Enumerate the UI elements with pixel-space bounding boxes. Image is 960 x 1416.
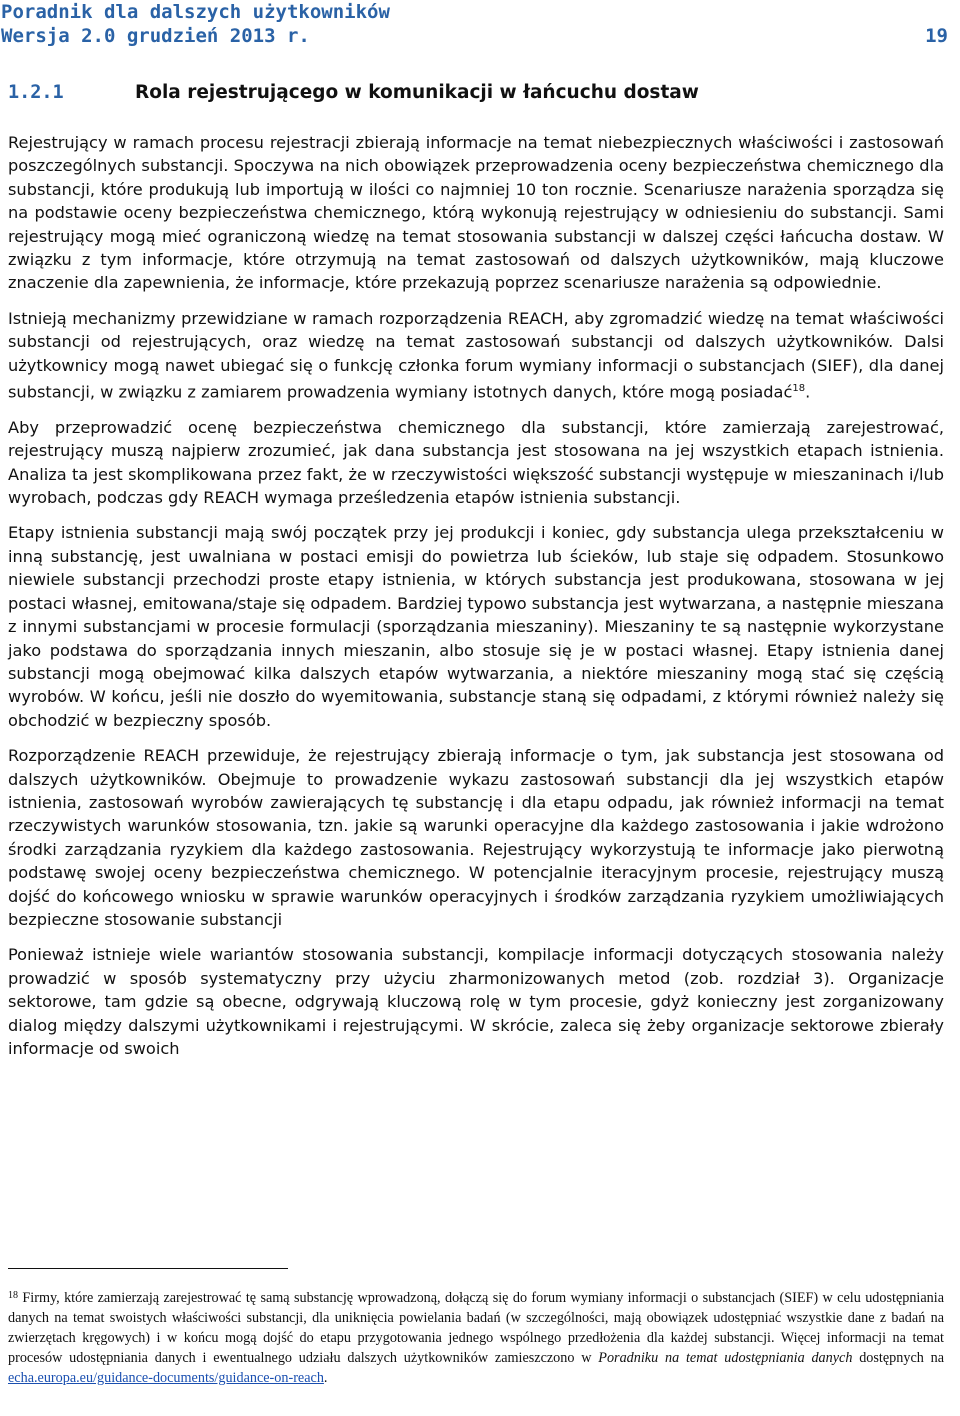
paragraph-3: Aby przeprowadzić ocenę bezpieczeństwa chemicznego dla substancji, które zamierzają zarejestrować, rejestrujący muszą najpierw zrozumieć, jak dana substancja jest stosowana na jej wszystkich etapach istnienia. Analiza ta jest skomplikowana przez fakt, że w rzeczywistości większość substancji występuje w mieszaninach i/lub wyrobach, podczas gdy REACH wymaga prześledzenia etapów istnienia substancji. [8, 417, 944, 508]
guide-title: Poradnik dla dalszych użytkowników [1, 1, 390, 23]
footnote-guide-title: Poradniku na temat udostępniania danych [598, 1350, 853, 1366]
paragraph-5: Rozporządzenie REACH przewiduje, że rejestrujący zbierają informacje o tym, jak substancja jest stosowana od dalszych użytkowników. Obejmuje to prowadzenie wykazu zastosowań substancji dla jej wszystkich etapów istnienia, zastosowań wyrobów zawierających tę substancję i dla etapu odpadu, jak również informacji na temat rzeczywistych warunków stosowania, tzn. jakie są warunki operacyjne dla każdego zastosowania i jakie wdrożono środki zarządzania ryzykiem dla każdego zastosowania. Rejestrujący wykorzystują te informacje jako pierwotną podstawę swojej oceny bezpieczeństwa chemicznego. W potencjalnie iteracyjnym procesie, rejestrujący muszą dojść do końcowego wniosku w sprawie warunków operacyjnych i środków zarządzania ryzykiem umożliwiających bezpieczne stosowanie substancji [8, 746, 944, 929]
footnote-text: Firmy, które zamierzają zarejestrować tę samą substancję wprowadzoną, dołączą się do forum wymiany informacji o substancjach (SIEF) w celu udostępniania danych na temat swoistych właściwości substancji, dla uniknięcia powielania badań (w szczególności, mają obowiązek udostępniać wszystkie dane z badań na zwierzętach kręgowych) i w końcu mogą dojść do etapu przygotowania jednego wspólnego przedłożenia dla każdej substancji. Więcej informacji na temat procesów udostępniania danych i ewentualnego udziału dalszych użytkowników zamieszczono w [8, 1290, 944, 1366]
section-number: 1.2.1 [8, 82, 64, 103]
paragraph-4: Etapy istnienia substancji mają swój początek przy jej produkcji i koniec, gdy substancja ulega przekształceniu w inną substancję, jest uwalniana w postaci emisji do powietrza lub ścieków, lub staje się odpadem. Stosunkowo niewiele substancji przechodzi proste etapy istnienia, w których substancja jest produkowana, stosowana w jej postaci własnej, emitowana/staje się odpadem. Bardziej typowo substancja jest wytwarzana, a następnie mieszana z innymi substancjami w procesie formulacji (sporządzania mieszaniny). Mieszaniny te są następnie wykorzystane jako podstawa do sporządzania innych mieszanin, albo stosuje się je w postaci własnej. Etapy istnienia danej substancji mogą obejmować kilka dalszych etapów wytwarzania, a niektóre mieszaniny mogą stać się częścią wyrobów. W końcu, jeśli nie doszło do wyemitowania, substancje staną się odpadami, z którymi również należy się obchodzić w bezpieczny sposób. [8, 523, 944, 730]
footnote-divider [8, 1268, 288, 1269]
paragraph-6: Ponieważ istnieje wiele wariantów stosowania substancji, kompilacje informacji dotyczących stosowania należy prowadzić w sposób systematyczny przy użyciu zharmonizowanych metod (zob. rozdział 3). Organizacje sektorowe, tam gdzie są obecne, odgrywają kluczową rolę w tym procesie, gdyż konieczny jest zorganizowany dialog między dalszymi użytkownikami i rejestrującymi. W skrócie, zaleca się żeby organizacje sektorowe zbierały informacje od swoich [8, 945, 944, 1059]
footnote-text-after: dostępnych na [852, 1350, 945, 1366]
version-date: Wersja 2.0 grudzień 2013 r. [1, 25, 310, 47]
section-heading [8, 82, 699, 103]
body-text [8, 131, 944, 1072]
paragraph-2-end: . [805, 382, 811, 402]
footnote-link[interactable]: echa.europa.eu/guidance-documents/guidance-on-reach [8, 1370, 324, 1386]
page-number: 19 [925, 25, 948, 47]
paragraph-1: Rejestrujący w ramach procesu rejestracji zbierają informacje na temat niebezpiecznych właściwości i zastosowań poszczególnych substancji. Spoczywa na nich obowiązek przeprowadzenia oceny bezpieczeństwa chemicznego dla substancji, które produkują lub importują w ilości co najmniej 10 ton rocznie. Scenariusze narażenia sporządza się na podstawie oceny bezpieczeństwa chemicznego, którą wykonują rejestrujący w odniesieniu do substancji. Sami rejestrujący mogą mieć ograniczoną wiedzę na temat stosowania substancji w dalszej części łańcucha dostaw. W związku z tym informacje, które otrzymują na temat zastosowań od dalszych użytkowników, mają kluczowe znaczenie dla zapewnienia, że informacje, które przekazują poprzez scenariusze narażenia są odpowiednie. [8, 133, 944, 293]
footnote-reference[interactable]: 18 [792, 383, 806, 395]
footnote-number: 18 [8, 1290, 18, 1301]
paragraph-2-text: Istnieją mechanizmy przewidziane w ramach rozporządzenia REACH, aby zgromadzić wiedzę na temat właściwości substancji od rejestrujących, oraz wiedzę na temat zastosowań substancji od dalszych użytkowników. Dalsi użytkownicy mogą nawet ubiegać się o funkcję członka forum wymiany informacji o substancjach (SIEF), dla danej substancji, w związku z zamiarem prowadzenia wymiany istotnych danych, które mogą posiadać [8, 308, 944, 402]
paragraph-2 [8, 307, 944, 404]
footnote-end: . [323, 1370, 328, 1386]
section-title: Rola rejestrującego w komunikacji w łańcuchu dostaw [135, 82, 699, 103]
footnote [8, 1288, 944, 1388]
